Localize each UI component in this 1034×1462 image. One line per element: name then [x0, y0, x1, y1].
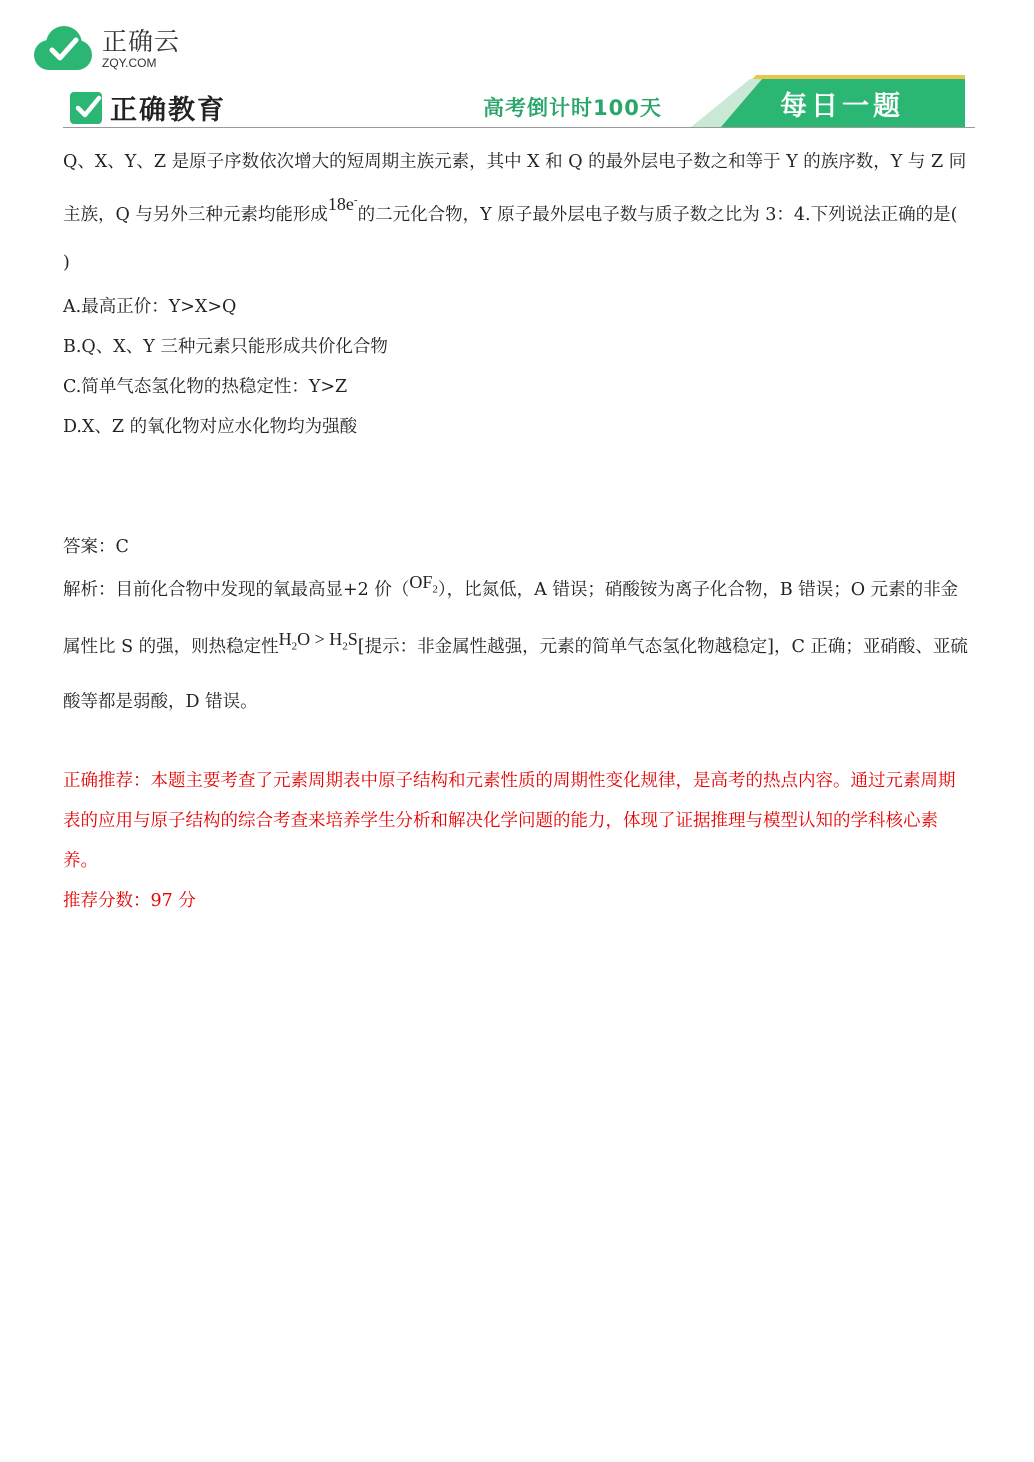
question-content [63, 138, 968, 921]
option-c: C.简单气态氢化物的热稳定性：Y>Z [63, 377, 348, 397]
recommendation-score: 推荐分数：97 分 [63, 891, 196, 912]
explanation: 解析：目前化合物中发现的氧最高显+2 价$(OF_2)$，比氮低，A 错误；硝酸铵为离子化合物，B 错误；O 元素的非金属性比 S 的强，则热稳定性$H_2O > H_2S$[提示：非金属性越强，元素的简单气态氢化物越稳定]，C 正确；亚硝酸、亚硫酸等都是弱酸，D 错误。 [63, 572, 968, 713]
option-b: B.Q、X、Y 三种元素只能形成共价化合物 [63, 337, 388, 357]
cloud-check-icon [30, 26, 96, 72]
question-stem [63, 138, 968, 287]
option-a: A.最高正价：Y>X>Q [63, 297, 237, 317]
recommendation-text: 正确推荐：本题主要考查了元素周期表中原子结构和元素性质的周期性变化规律，是高考的热点内容。通过元素周期表的应用与原子结构的综合考查来培养学生分析和解决化学问题的能力，体现了证据推理与模型认知的学科核心素养。 [63, 771, 956, 872]
logo-title: 正确云 [102, 27, 181, 56]
electron-formula: 18e- [327, 194, 358, 214]
of2-formula: $OF_2$ [409, 572, 438, 596]
brand-logo [70, 88, 226, 127]
question-text-1: Q、X、Y、Z 是原子序数依次增大的短周期主族元素，其中 X 和 Q 的最外层电子数之和等于 Y 的族序数，Y 与 Z 同主族，Q 与另外三种元素均能形成 [63, 152, 967, 225]
brand-name: 正确教育 [110, 95, 226, 126]
answer-label: 答案：C [63, 537, 129, 557]
h2o-h2s-formula: $H_2O > H_2S$ [278, 628, 358, 653]
header-divider [63, 127, 975, 128]
checkbox-check-icon [70, 92, 102, 124]
zqy-logo [30, 26, 180, 72]
countdown-text: 高考倒计时100天 [483, 96, 662, 120]
banner-title: 每日一题 [780, 91, 904, 122]
question-text-2: 的二元化合物，Y 原子最外层电子数与质子数之比为 3：4.下列说法正确的是( ) [63, 205, 958, 273]
option-d: D.X、Z 的氧化物对应水化物均为强酸 [63, 417, 358, 437]
logo-domain: ZQY.COM [102, 56, 157, 70]
